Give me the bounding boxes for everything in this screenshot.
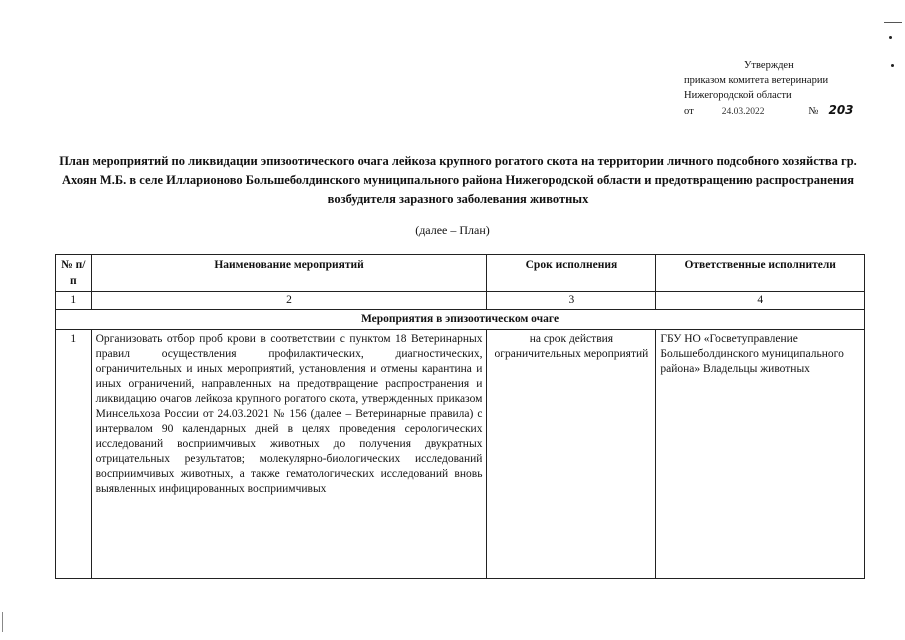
approval-date-line [684, 103, 854, 120]
section-row [56, 310, 865, 330]
row-activity: Организовать отбор проб крови в соответствии с пунктом 18 Ветеринарных правил осуществления профилактических, диагностических, ограничительных и иных мероприятий, установления и отмены карантина и иных ограничений, направленных на предотвращение распространения и ликвидацию очагов лейкоза крупного рогатого скота, утвержденных приказом Минсельхоза России от 24.03.2021 № 156 (далее – Ветеринарные правила) с интервалом 90 календарных дней в целях проведения серологических исследований восприимчивых животных до получения двукратных отрицательных результатов; молекулярно-биологических исследований восприимчивых животных, а также гематологических исследований вновь выявленных инфицированных восприимчивых [91, 330, 487, 579]
number-label: № [808, 106, 819, 117]
scan-speck [891, 64, 894, 67]
column-number: 2 [91, 292, 487, 310]
approval-block [684, 58, 854, 120]
section-title: Мероприятия в эпизоотическом очаге [56, 310, 865, 330]
plan-subtitle: (далее – План) [415, 223, 490, 237]
column-number: 1 [56, 292, 92, 310]
scan-edge [2, 612, 3, 632]
page-edge-mark [884, 22, 902, 23]
header-deadline: Срок исполнения [487, 255, 656, 292]
column-number-row [56, 292, 865, 310]
approval-title: Утвержден [744, 60, 794, 71]
header-responsible: Ответственные исполнители [656, 255, 865, 292]
plan-table [55, 254, 865, 579]
date-label: от [684, 106, 694, 117]
approval-order-line: приказом комитета ветеринарии [684, 75, 829, 86]
header-number: № п/п [56, 255, 92, 292]
row-number: 1 [56, 330, 92, 579]
row-responsible: ГБУ НО «Госветуправление Большеболдинского муниципального района» Владельцы животных [656, 330, 865, 579]
approval-date: 24.03.2022 [721, 107, 765, 117]
header-activity: Наименование мероприятий [91, 255, 487, 292]
plan-title: План мероприятий по ликвидации эпизоотического очага лейкоза крупного рогатого скота на территории личного подсобного хозяйства гр. Ахоян М.Б. в селе Илларионово Большеболдинского муниципального района Нижегородской области и предотвращению распространения возбудителя заразного заболевания животных [59, 154, 857, 206]
approval-region-line: Нижегородской области [684, 90, 792, 101]
approval-number: 203 [828, 103, 854, 117]
table-row [56, 330, 865, 579]
column-number: 3 [487, 292, 656, 310]
scan-speck [889, 36, 892, 39]
table-header-row [56, 255, 865, 292]
row-deadline: на срок действия ограничительных мероприятий [487, 330, 656, 579]
column-number: 4 [656, 292, 865, 310]
